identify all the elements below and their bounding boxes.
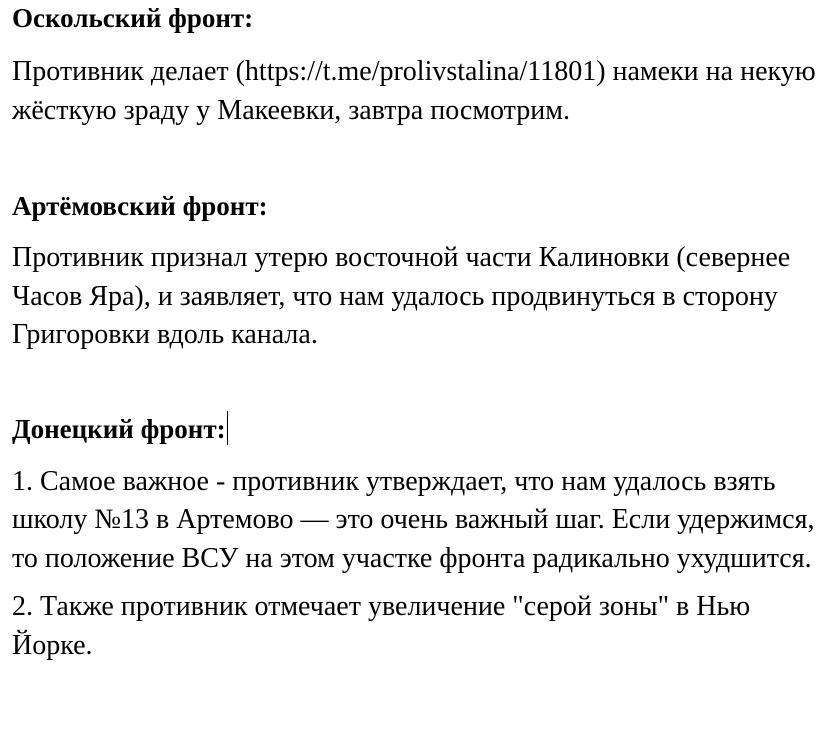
section-heading-donetsk-text: Донецкий фронт: — [12, 413, 226, 444]
paragraph-donetsk-2: 2. Также противник отмечает увеличение "серой зоны" в Нью Йорке. — [12, 591, 751, 661]
paragraph-artemovsk: Противник признал утерю восточной части Калиновки (севернее Часов Яра), и заявляет, что нам удалось продвинуться в сторону Григоровки вдоль канала. — [12, 242, 791, 350]
section-artemovsk — [12, 188, 834, 355]
document-page — [12, 0, 834, 665]
section-heading-artemovsk: Артёмовский фронт: — [12, 191, 268, 221]
blank-line — [12, 130, 834, 188]
section-donetsk — [12, 411, 834, 666]
blank-line — [12, 355, 834, 411]
section-heading-oskol: Оскольский фронт: — [12, 3, 254, 33]
section-heading-donetsk[interactable] — [12, 411, 834, 447]
section-oskol — [12, 0, 834, 130]
text-cursor — [227, 411, 228, 445]
paragraph-oskol: Противник делает (https://t.me/prolivstalina/11801) намеки на некую жёсткую зраду у Макеевки, завтра посмотрим. — [12, 56, 816, 126]
paragraph-donetsk-1: 1. Самое важное - противник утверждает, что нам удалось взять школу №13 в Артемово — это очень важный шаг. Если удержимся, то положение ВСУ на этом участке фронта радикально ухудшится. — [12, 465, 815, 574]
